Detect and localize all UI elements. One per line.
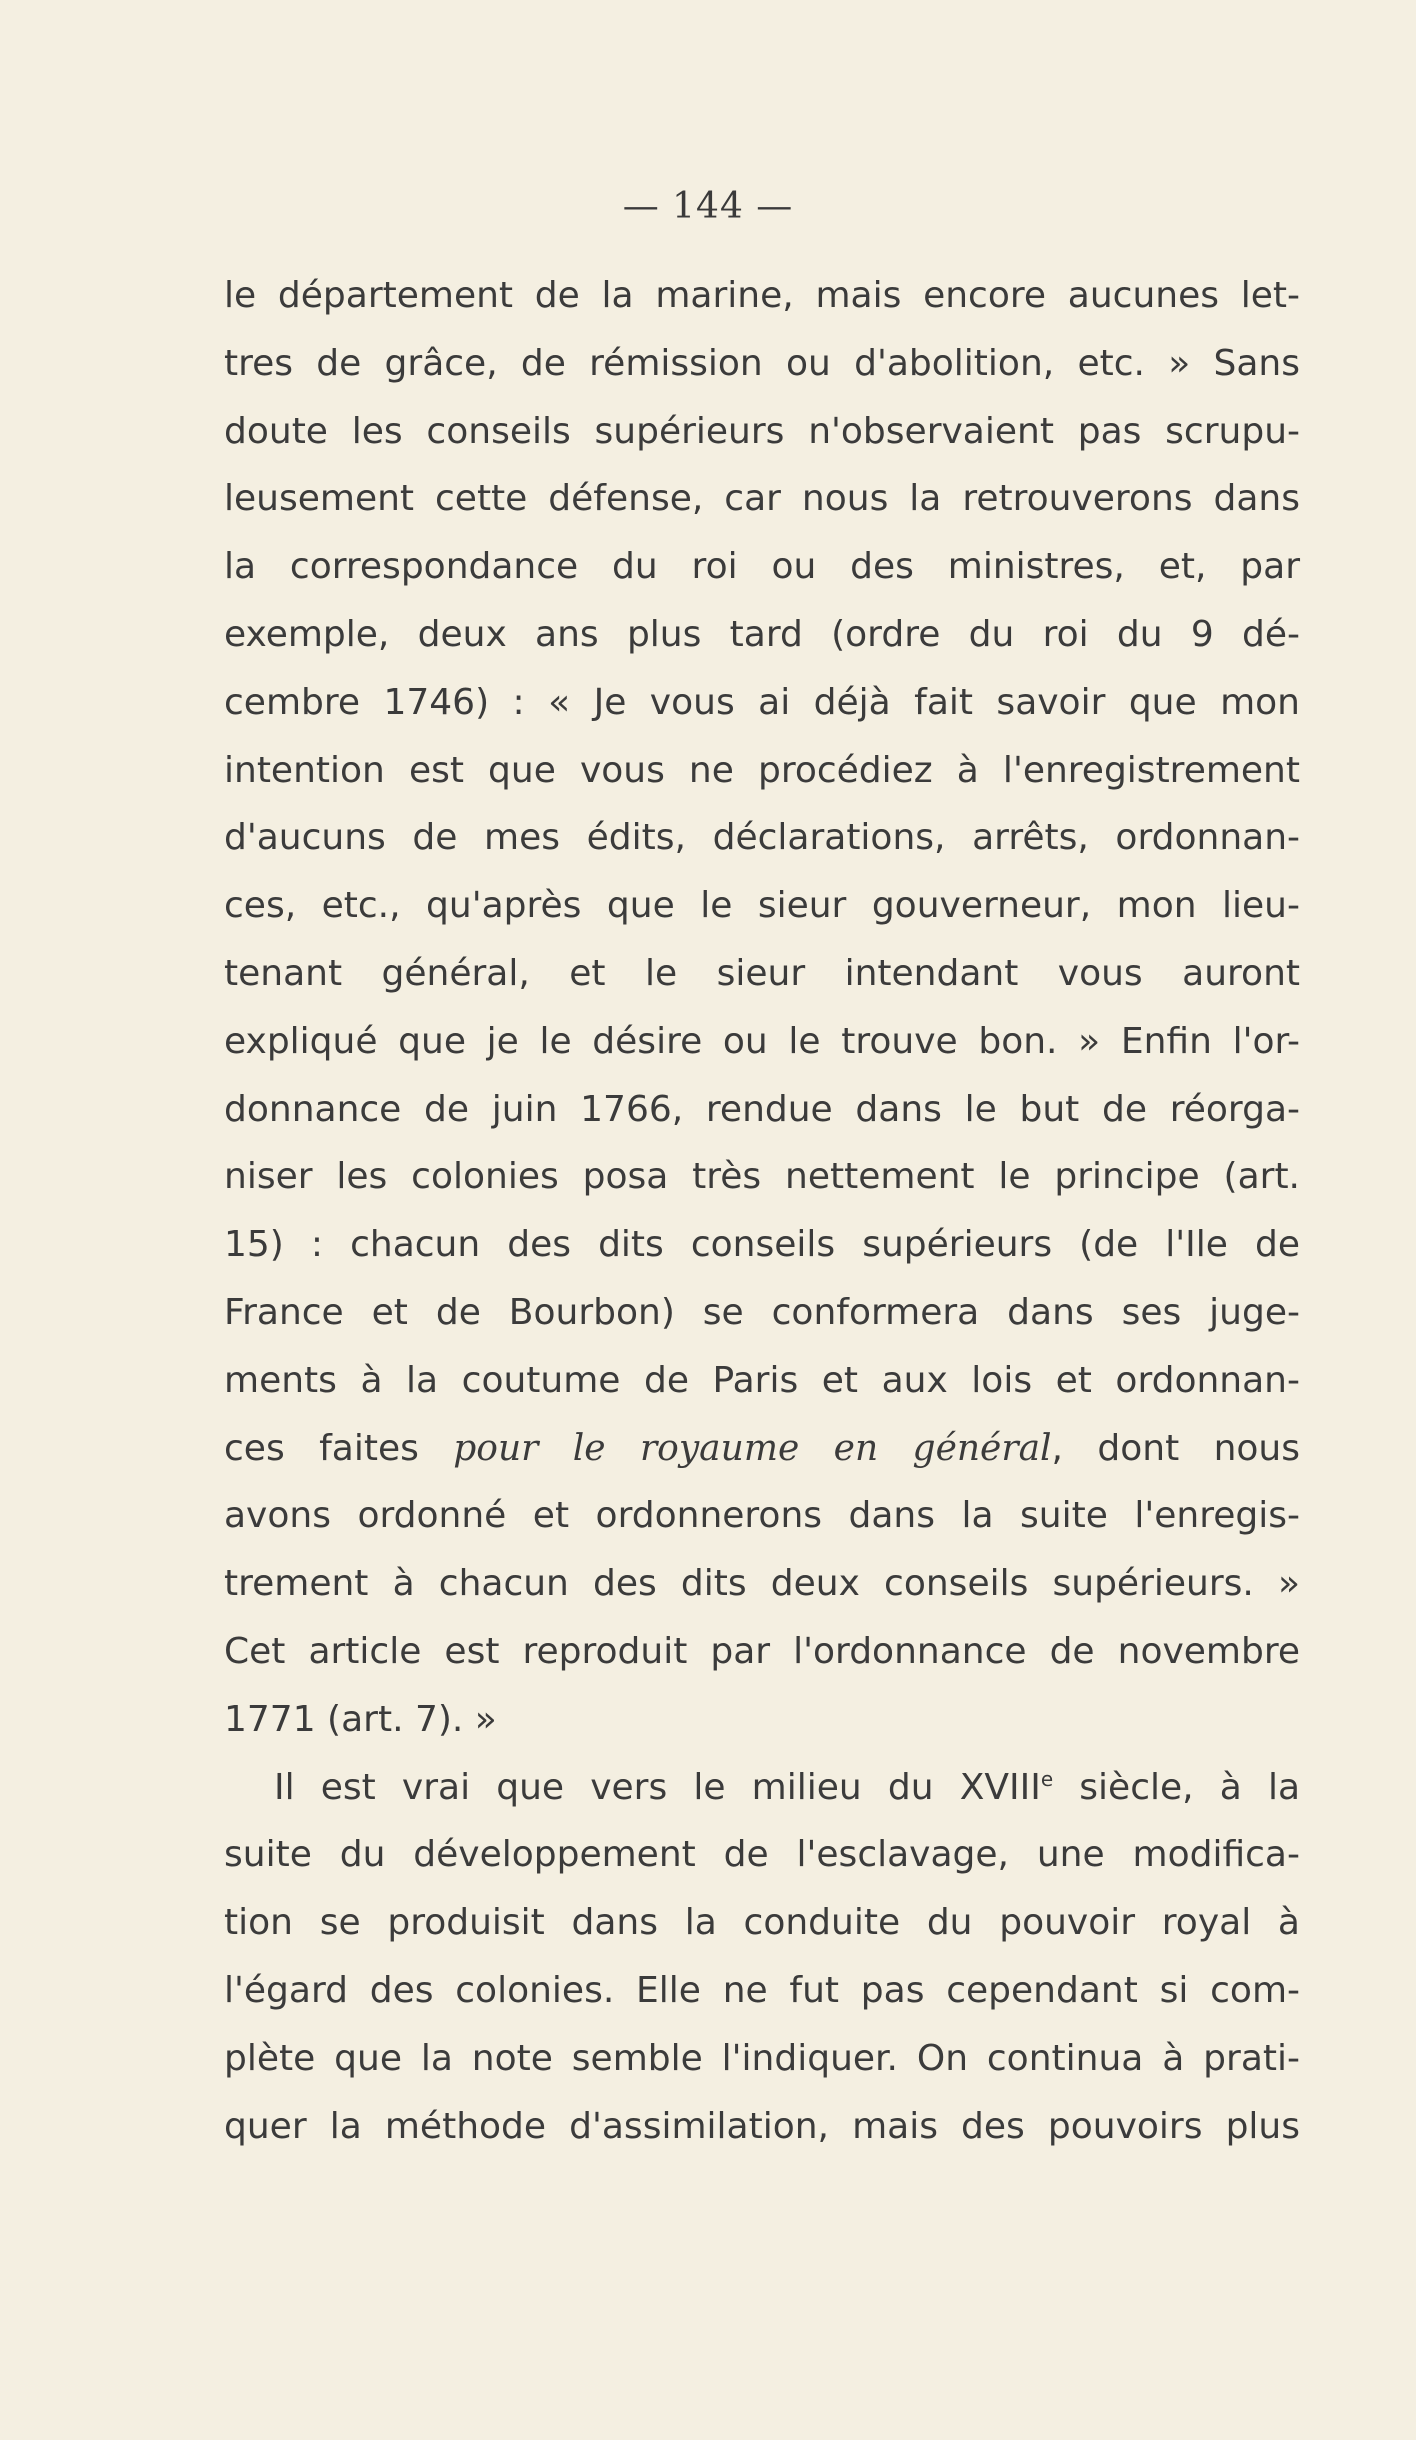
- text-run: , dont nous: [1051, 1427, 1300, 1469]
- text-line: l'égard des colonies. Elle ne fut pas cependant si com-: [224, 1969, 1300, 2011]
- body-text: [224, 262, 1300, 2160]
- text-line: exemple, deux ans plus tard (ordre du roi du 9 dé-: [224, 613, 1300, 655]
- text-line: tenant général, et le sieur intendant vous auront: [224, 952, 1300, 994]
- text-line: tres de grâce, de rémission ou d'abolition, etc. » Sans: [224, 342, 1300, 384]
- text-line: 1771 (art. 7). »: [224, 1698, 497, 1740]
- text-line: le département de la marine, mais encore aucunes let-: [224, 275, 1300, 316]
- text-line: cembre 1746) : « Je vous ai déjà fait savoir que mon: [224, 681, 1300, 723]
- text-line: quer la méthode d'assimilation, mais des pouvoirs plus: [224, 2105, 1300, 2147]
- italic-phrase: pour le royaume en général: [453, 1427, 1052, 1469]
- text-line: tion se produisit dans la conduite du pouvoir royal à: [224, 1902, 1300, 1944]
- paragraph-start-line: [224, 1754, 1300, 1822]
- text-run: siècle, à la: [1053, 1766, 1301, 1808]
- text-line: leusement cette défense, car nous la retrouverons dans: [224, 478, 1300, 520]
- text-line: avons ordonné et ordonnerons dans la suite l'enregis-: [224, 1495, 1300, 1537]
- text-line: donnance de juin 1766, rendue dans le but de réorga-: [224, 1088, 1300, 1130]
- text-line: Cet article est reproduit par l'ordonnance de novembre: [224, 1630, 1300, 1672]
- century-superscript: e: [1040, 1766, 1054, 1791]
- text-line: doute les conseils supérieurs n'observaient pas scrupu-: [224, 410, 1300, 452]
- page-number: — 144 —: [622, 186, 794, 227]
- text-line: expliqué que je le désire ou le trouve bon. » Enfin l'or-: [224, 1020, 1300, 1062]
- text-line: trement à chacun des dits deux conseils supérieurs. »: [224, 1563, 1300, 1605]
- text-line: suite du développement de l'esclavage, une modifica-: [224, 1834, 1300, 1876]
- text-line: plète que la note semble l'indiquer. On continua à prati-: [224, 2037, 1300, 2079]
- text-line: niser les colonies posa très nettement le principe (art.: [224, 1156, 1300, 1198]
- text-line: 15) : chacun des dits conseils supérieurs (de l'Ile de: [224, 1224, 1300, 1266]
- text-line: ments à la coutume de Paris et aux lois et ordonnan-: [224, 1359, 1300, 1401]
- text-line: ces, etc., qu'après que le sieur gouverneur, mon lieu-: [224, 885, 1300, 927]
- century-numeral: XVIII: [959, 1766, 1041, 1808]
- text-line: intention est que vous ne procédiez à l'enregistrement: [224, 749, 1300, 791]
- text-line: France et de Bourbon) se conformera dans ses juge-: [224, 1291, 1300, 1333]
- text-line: la correspondance du roi ou des ministres, et, par: [224, 546, 1300, 588]
- text-line: [224, 1415, 1300, 1483]
- text-line: d'aucuns de mes édits, déclarations, arrêts, ordonnan-: [224, 817, 1300, 859]
- text-run: ces faites: [224, 1427, 454, 1469]
- text-run: Il est vrai que vers le milieu du: [274, 1766, 960, 1808]
